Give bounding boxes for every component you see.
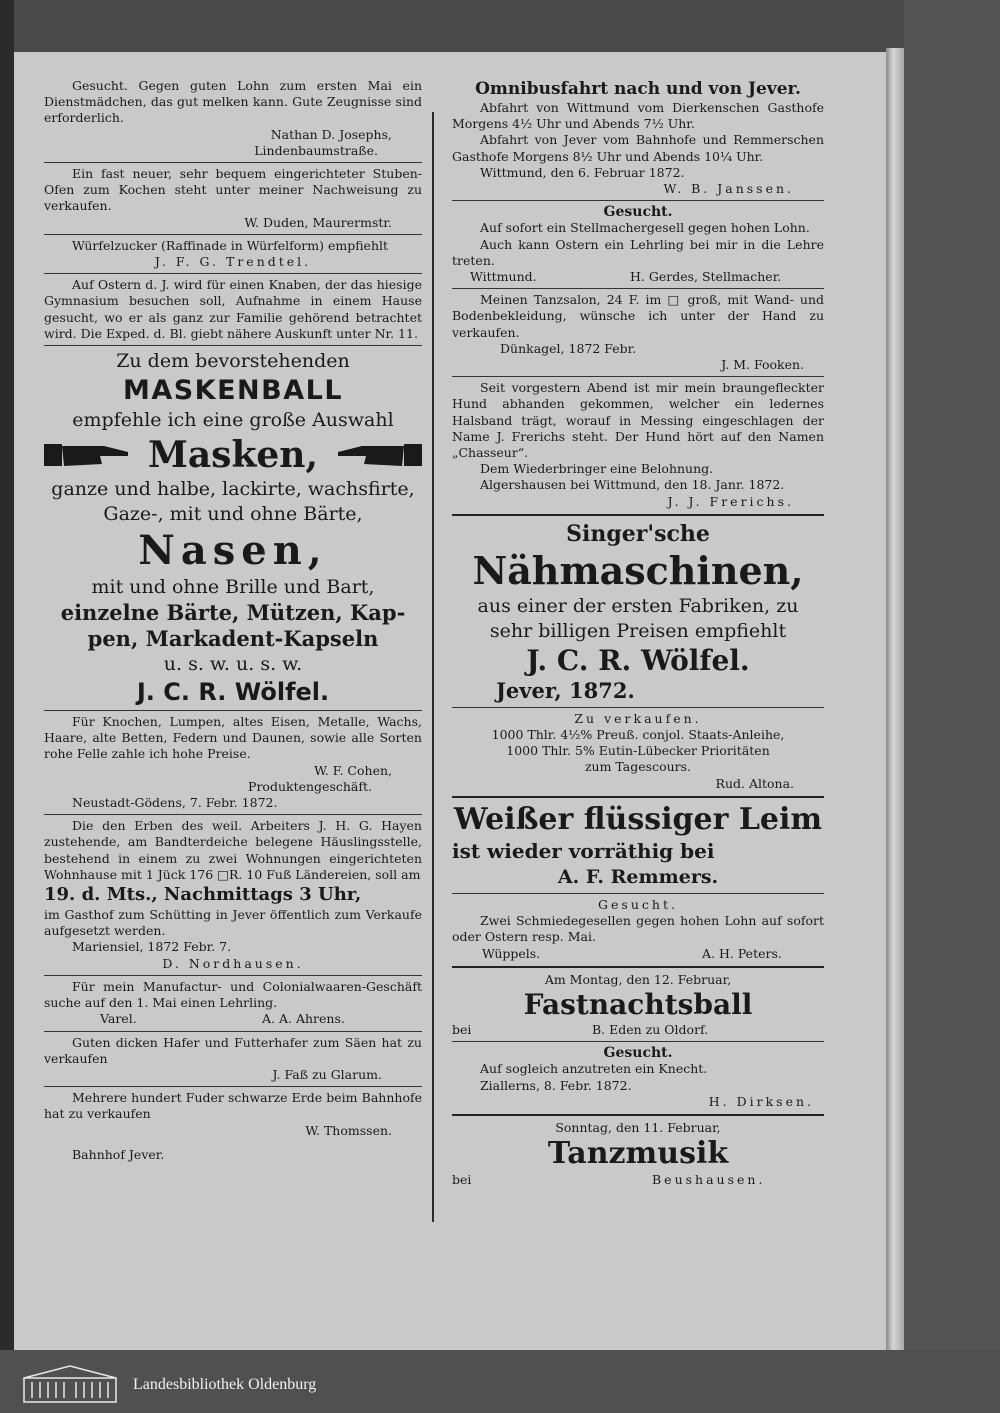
ad-bei-sign <box>452 1022 824 1038</box>
ad-body: Mehrere hundert Fuder schwarze Erde beim Bahnhofe hat zu verkaufen <box>44 1090 422 1122</box>
ad-place-sign <box>452 269 824 285</box>
ad-date: Neustadt-Gödens, 7. Febr. 1872. <box>72 795 278 811</box>
separator <box>44 710 422 711</box>
ad-line: Abfahrt von Jever vom Bahnhofe und Remmerschen Gasthofe Morgens 8½ Uhr und Abends 10¼ Uhr. <box>452 132 824 164</box>
ad-body: Für mein Manufactur- und Colonialwaaren-Geschäft suche auf den 1. Mai einen Lehrling. <box>44 978 422 1011</box>
separator <box>44 1031 422 1032</box>
ad-sign: J. J. Frerichs. <box>667 493 794 509</box>
ad-leim <box>452 802 824 890</box>
maskenball-line: ganze und halbe, lackirte, wachsfirte, <box>51 478 415 501</box>
ad-body: Die den Erben des weil. Arbeiters J. H. G. Hayen zustehende, am Bandterdeiche belegene Häuslingsstelle, bestehend in einem zu zwei Wohnungen eingerichteten Wohnhause mit 1 Jück 176 □R. 10 Fuß Ländereien, soll am <box>44 818 422 882</box>
leim-sign: A. F. Remmers. <box>557 865 719 888</box>
ad-body: Würfelzucker (Raffinade in Würfelform) empfiehlt <box>72 237 389 253</box>
leim-title: Weißer flüssiger Leim <box>453 801 823 837</box>
masken-row <box>44 433 422 477</box>
maskenball-line: Gaze-, mit und ohne Bärte, <box>103 503 363 526</box>
singer-place: Jever, 1872. <box>496 677 635 703</box>
singer-sign: J. C. R. Wölfel. <box>526 643 750 677</box>
ad-bei: bei <box>452 1021 472 1037</box>
ad-knochen <box>44 714 422 811</box>
nasen-word: Nasen, <box>138 527 328 575</box>
ad-body: Seit vorgestern Abend ist mir mein braungefleckter Hund abhanden gekommen, welcher ein ledernes Halsband trägt, worauf in Messing eingeschlagen der Name J. Frerichs steht. Der Hund hört auf den Namen „Chasseur“. <box>452 380 824 461</box>
ad-date: Ziallerns, 8. Febr. 1872. <box>480 1077 632 1093</box>
ad-place-sign <box>44 1011 422 1027</box>
ad-sign: D. Nordhausen. <box>162 955 304 971</box>
ad-body: Zwei Schmiedegesellen gegen hohen Lohn auf sofort oder Ostern resp. Mai. <box>452 913 824 945</box>
ad-body: Ein fast neuer, sehr bequem eingerichteter Stuben-Ofen zum Kochen steht unter meiner Nachweisung zu verkaufen. <box>44 166 422 214</box>
ad-line: Am Montag, den 12. Februar, <box>544 971 732 987</box>
ad-erben <box>44 818 422 972</box>
separator <box>452 1114 824 1116</box>
separator <box>452 514 824 516</box>
ad-title: Zu verkaufen. <box>574 710 702 726</box>
ad-title: Omnibusfahrt nach und von Jever. <box>475 79 801 99</box>
separator <box>44 234 422 235</box>
tanz-title: Tanzmusik <box>547 1136 729 1172</box>
ad-sub: Produktengeschäft. <box>248 778 372 794</box>
ad-sign: A. A. Ahrens. <box>262 1011 345 1027</box>
ad-line: 1000 Thlr. 4½% Preuß. conjol. Staats-Anleihe, <box>491 727 785 743</box>
ad-sign: B. Eden zu Oldorf. <box>592 1021 709 1037</box>
separator <box>452 966 824 968</box>
separator <box>452 1041 824 1042</box>
singer-line: Singer'sche <box>566 520 710 547</box>
ad-fastnacht <box>452 972 824 1038</box>
ad-body: Gesucht. Gegen guten Lohn zum ersten Mai ein Dienstmädchen, das gut melken kann. Gute Zeugnisse sind erforderlich. <box>44 78 422 126</box>
ad-singer <box>452 520 824 704</box>
ad-line: Auf sofort ein Stellmachergesell gegen hohen Lohn. <box>480 220 810 236</box>
ad-knecht <box>452 1045 824 1110</box>
ad-date-big: 19. d. Mts., Nachmittags 3 Uhr, <box>44 884 362 906</box>
ad-sign: W. Thomssen. <box>305 1122 392 1138</box>
ad-erde <box>44 1090 422 1163</box>
maskenball-sign: J. C. R. Wölfel. <box>136 678 330 707</box>
ad-address: Lindenbaumstraße. <box>254 142 378 158</box>
ad-sign: Rud. Altona. <box>715 775 794 791</box>
ad-hund <box>452 380 824 510</box>
ad-line: Sonntag, den 11. Februar, <box>555 1119 721 1135</box>
maskenball-line: Zu dem bevorstehenden <box>116 350 350 373</box>
fastnacht-title: Fastnachtsball <box>523 987 753 1021</box>
ad-sign: Nathan D. Josephs, <box>270 126 392 142</box>
maskenball-line: empfehle ich eine große Auswahl <box>72 409 394 432</box>
ad-verkaufen <box>452 711 824 792</box>
pointing-hand-left-icon <box>336 438 422 472</box>
ad-schmiede <box>452 897 824 962</box>
library-building-icon <box>22 1364 118 1404</box>
ad-date: Wittmund, den 6. Februar 1872. <box>480 164 685 180</box>
ad-body: Auf sogleich anzutreten ein Knecht. <box>480 1061 708 1077</box>
separator <box>44 1086 422 1087</box>
singer-line: aus einer der ersten Fabriken, zu <box>477 594 799 617</box>
separator <box>452 200 824 201</box>
ad-place: Wüppels. <box>482 945 541 961</box>
page-edge <box>886 48 904 1350</box>
separator <box>44 273 422 274</box>
ad-line: Auch kann Ostern ein Lehrling bei mir in die Lehre treten. <box>452 236 824 268</box>
separator <box>452 893 824 894</box>
ad-body: Für Knochen, Lumpen, altes Eisen, Metalle, Wachs, Haare, alte Betten, Federn und Daunen, sowie alle Sorten rohe Felle zahle ich hohe Preise. <box>44 714 422 762</box>
separator <box>452 707 824 708</box>
ad-sign: A. H. Peters. <box>702 945 782 961</box>
ad-line: 1000 Thlr. 5% Eutin-Lübecker Prioritäten <box>506 743 770 759</box>
ad-sign: W. F. Cohen, <box>314 762 392 778</box>
separator <box>44 814 422 815</box>
ad-ofen <box>44 166 422 231</box>
ad-body: Auf Ostern d. J. wird für einen Knaben, der das hiesige Gymnasium besuchen soll, Aufnahme in einem Hause gesucht, wo er als ganz zur Familie gehörend betrachtet wird. Die Exped. d. Bl. giebt nähere Auskunft unter Nr. 11. <box>44 277 422 341</box>
maskenball-title: MASKENBALL <box>122 375 344 407</box>
ad-sign: H. Dirksen. <box>708 1093 814 1109</box>
ad-stellmacher <box>452 204 824 285</box>
column-divider <box>432 112 434 1222</box>
ad-title: Gesucht. <box>603 1045 673 1062</box>
ad-omnibus <box>452 78 824 197</box>
ad-reward: Dem Wiederbringer eine Belohnung. <box>480 461 714 477</box>
ad-place: Wittmund. <box>470 269 537 285</box>
separator <box>452 376 824 377</box>
ad-sign: W. Duden, Maurermstr. <box>244 214 392 230</box>
ad-title: Gesucht. <box>598 896 678 912</box>
ad-tanz <box>452 1120 824 1188</box>
ad-tanzsalon <box>452 292 824 373</box>
singer-line: sehr billigen Preisen empfiehlt <box>489 619 787 642</box>
separator <box>44 975 422 976</box>
separator <box>452 796 824 798</box>
scan-background <box>904 0 1000 1413</box>
right-column <box>452 78 824 1188</box>
ad-bei: bei <box>452 1172 472 1188</box>
ad-bei-sign <box>452 1172 824 1188</box>
masken-word: Masken, <box>148 434 318 477</box>
ad-ostern <box>44 277 422 342</box>
ad-place-sign <box>452 946 824 962</box>
maskenball-line: einzelne Bärte, Mützen, Kap- <box>60 600 406 626</box>
ad-body: im Gasthof zum Schütting in Jever öffentlich zum Verkaufe aufgesetzt werden. <box>44 907 422 939</box>
ad-date: Algershausen bei Wittmund, den 18. Janr. 1872. <box>480 477 785 493</box>
ad-sign: J. M. Fooken. <box>721 357 804 373</box>
ad-place: Bahnhof Jever. <box>72 1146 165 1162</box>
library-name[interactable]: Landesbibliothek Oldenburg <box>133 1376 317 1393</box>
ad-place: Varel. <box>100 1011 137 1027</box>
ad-body: Meinen Tanzsalon, 24 F. im □ groß, mit Wand- und Bodenbekleidung, wünsche ich unter der Hand zu verkaufen. <box>452 292 824 340</box>
ad-sign: H. Gerdes, Stellmacher. <box>630 269 782 285</box>
ad-sign: Beushausen. <box>652 1172 766 1188</box>
ad-zucker <box>44 238 422 270</box>
singer-title: Nähmaschinen, <box>472 547 804 593</box>
ad-line: zum Tagescours. <box>584 759 692 775</box>
leim-line: ist wieder vorräthig bei <box>452 838 715 863</box>
ad-place: Mariensiel, 1872 Febr. 7. <box>72 939 232 955</box>
pointing-hand-right-icon <box>44 438 130 472</box>
ad-gesucht-dienstmaedchen <box>44 78 422 159</box>
ad-title: Gesucht. <box>603 204 673 221</box>
footer-bar <box>0 1350 1000 1413</box>
separator <box>44 345 422 346</box>
maskenball-line: u. s. w. u. s. w. <box>163 653 303 676</box>
left-column <box>44 78 422 1163</box>
separator <box>44 162 422 163</box>
binding-gutter <box>0 0 14 1413</box>
ad-sign: J. F. G. Trendtel. <box>154 254 312 270</box>
ad-sign: W. B. Janssen. <box>663 181 794 197</box>
ad-lehrling <box>44 979 422 1028</box>
ad-hafer <box>44 1035 422 1084</box>
maskenball-line: mit und ohne Brille und Bart, <box>91 576 375 599</box>
ad-maskenball <box>44 349 422 707</box>
ad-date: Dünkagel, 1872 Febr. <box>500 340 637 356</box>
separator <box>452 288 824 289</box>
ad-line: Abfahrt von Wittmund vom Dierkenschen Gasthofe Morgens 4½ Uhr und Abends 7½ Uhr. <box>452 100 824 132</box>
maskenball-line: pen, Markadent-Kapseln <box>87 626 379 652</box>
ad-sign: J. Faß zu Glarum. <box>272 1066 382 1082</box>
ad-body: Guten dicken Hafer und Futterhafer zum Säen hat zu verkaufen <box>44 1034 422 1066</box>
